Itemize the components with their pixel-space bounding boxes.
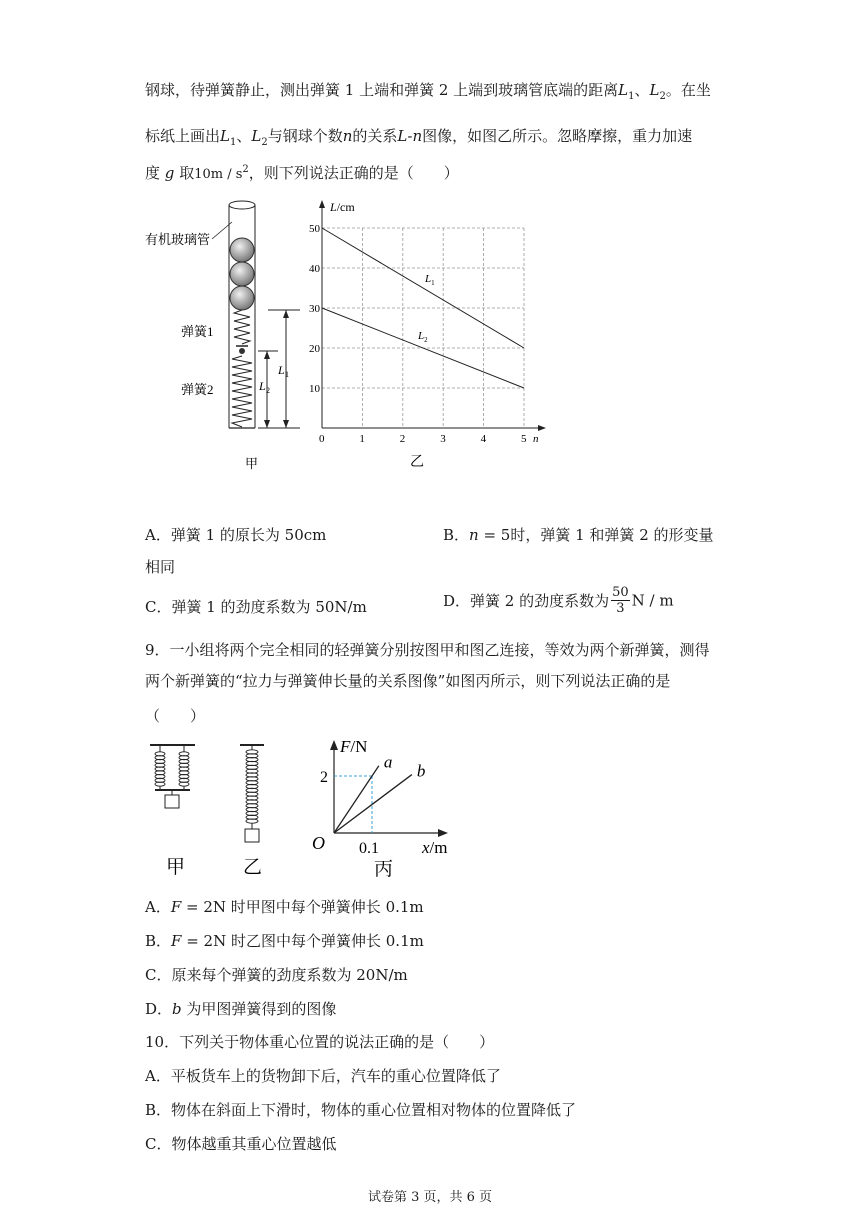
sym-L: L — [649, 81, 660, 99]
caption-yi-q9: 乙 — [243, 857, 263, 878]
q9-option-a[interactable] — [145, 896, 424, 917]
q8-option-b-cont: 相同 — [145, 558, 176, 576]
q8-text: 与钢球个数 — [267, 127, 343, 145]
series-label-L1 — [424, 273, 435, 287]
sub: 1 — [229, 137, 237, 148]
y-axis-label — [329, 200, 355, 214]
x-tick-label: 3 — [440, 433, 446, 445]
y-tick-label: 2 — [320, 769, 328, 786]
steel-ball — [230, 238, 254, 262]
opt-unit: N / m — [631, 591, 674, 610]
q8-text: 标纸上画出 — [145, 127, 221, 145]
opt-text: = 2N 时乙图中每个弹簧伸长 0.1m — [181, 932, 424, 950]
spring-parallel-left — [155, 752, 165, 786]
spring2-label: 弹簧2 — [181, 382, 214, 397]
q9-stem-line3: （ ） — [145, 707, 206, 725]
y-tick-label: 30 — [309, 303, 320, 315]
opt-text: 为甲图弹簧得到的图像 — [181, 1000, 337, 1018]
origin-label: O — [312, 833, 325, 853]
x-tick-label: 0 — [319, 433, 325, 445]
q9-stem-line1: 9．一小组将两个完全相同的轻弹簧分别按图甲和图乙连接，等效为两个新弹簧，测得 — [145, 641, 710, 659]
y-tick-label: 20 — [309, 343, 320, 355]
q8-option-c[interactable]: C．弹簧 1 的劲度系数为 50N/m — [145, 598, 367, 616]
x-tick-label: 2 — [399, 433, 406, 445]
q8-text: 。在坐 — [665, 81, 711, 99]
q8-option-b[interactable] — [443, 524, 714, 545]
x-axis-label-unit: /m — [429, 838, 448, 857]
spring1-label: 弹簧1 — [181, 324, 214, 339]
q10-stem: 10．下列关于物体重心位置的说法正确的是（ ） — [145, 1033, 495, 1051]
y-tick-label: 10 — [309, 383, 320, 395]
sym-L: L — [618, 81, 629, 99]
series-label-L2 — [417, 330, 428, 344]
steel-ball — [230, 286, 254, 310]
force-extension-chart — [305, 730, 465, 880]
sym-b: b — [172, 1000, 182, 1018]
y-axis-label-unit: /cm — [336, 200, 355, 214]
L1-dim-label: L — [278, 363, 285, 377]
spring-parallel-right — [179, 752, 189, 786]
sym-g: g — [164, 164, 175, 182]
q8-text: 度 — [145, 164, 161, 182]
y-axis-label-sym: L — [330, 200, 337, 214]
q8-text: 钢球，待弹簧静止，测出弹簧 1 上端和弹簧 2 上端到玻璃管底端的距离 — [145, 81, 619, 99]
series-label-b: b — [416, 761, 426, 781]
opt-text: B． — [145, 932, 172, 950]
spring-1 — [234, 310, 250, 344]
ln-chart — [300, 192, 560, 477]
sym-L: L — [251, 127, 262, 145]
q9-stem-line2: 两个新弹簧的“拉力与弹簧伸长量的关系图像”如图丙所示，则下列说法正确的是 — [145, 672, 671, 690]
series-label-sub: 1 — [431, 279, 435, 287]
q8-text: 取 — [179, 164, 195, 182]
caption-jia-q9: 甲 — [166, 857, 186, 878]
caption-bing: 丙 — [374, 859, 394, 880]
sym-F: F — [170, 898, 182, 916]
q8-text: 图像，如图乙所示。忽略摩擦，重力加速 — [422, 127, 693, 145]
sym-n: n — [469, 526, 479, 544]
opt-text: B． — [443, 526, 470, 544]
opt-text: D．弹簧 2 的劲度系数为 — [443, 592, 610, 610]
x-axis-label — [421, 838, 448, 857]
q9-option-b[interactable] — [145, 930, 424, 951]
q8-option-a[interactable]: A．弹簧 1 的原长为 50cm — [145, 526, 327, 544]
q8-text: ，则下列说法正确的是（ ） — [248, 164, 459, 182]
caption-yi: 乙 — [410, 455, 424, 470]
q8-stem-line2 — [145, 125, 692, 148]
caption-jia: 甲 — [245, 456, 259, 471]
q8-stem-line1 — [145, 79, 711, 102]
sym-L: L — [220, 127, 230, 145]
y-axis-label-unit: /N — [350, 737, 368, 756]
q9-option-d[interactable] — [145, 998, 336, 1019]
opt-text: D． — [145, 1000, 173, 1018]
fig-tube-springs — [140, 192, 310, 477]
spring-2 — [232, 356, 252, 427]
sym-F: F — [171, 932, 182, 950]
y-axis-arrow — [330, 740, 338, 750]
frac-den: 3 — [616, 601, 625, 616]
x-axis-arrow — [438, 829, 448, 837]
sym-Ln: L-n — [397, 127, 423, 145]
L2-dim-sub: 2 — [266, 386, 270, 395]
fraction — [611, 585, 630, 616]
q10-option-c[interactable]: C．物体越重其重心位置越低 — [145, 1135, 337, 1153]
opt-text: = 2N 时甲图中每个弹簧伸长 0.1m — [181, 898, 424, 916]
series-label-a: a — [383, 752, 393, 772]
y-axis-arrow — [319, 200, 325, 208]
sub: 1 — [628, 91, 635, 102]
fig-spring-connections — [140, 735, 280, 885]
x-tick-label: 5 — [521, 433, 527, 445]
y-axis-label — [339, 737, 367, 756]
steel-ball — [230, 262, 254, 286]
sup: 2 — [242, 164, 249, 175]
x-axis-arrow — [538, 425, 546, 431]
opt-text: A． — [145, 898, 171, 916]
sep: 、 — [634, 81, 650, 99]
q8-text: 的关系 — [352, 127, 398, 145]
g-value: 10m / s — [194, 167, 243, 182]
q9-option-c[interactable]: C．原来每个弹簧的劲度系数为 20N/m — [145, 966, 408, 984]
sub: 2 — [261, 137, 268, 148]
L1-dim-sub: 1 — [285, 370, 289, 379]
L2-dim-label: L — [259, 379, 266, 393]
sub: 2 — [659, 91, 666, 102]
opt-text: = 5时，弹簧 1 和弹簧 2 的形变量 — [478, 526, 714, 544]
q8-stem-line3 — [145, 162, 459, 183]
x-axis-label-sym: x — [422, 838, 430, 857]
sym-n: n — [342, 127, 353, 145]
x-tick-label: 0.1 — [359, 840, 379, 857]
series-label-letter: L — [418, 330, 425, 342]
q10-option-b[interactable]: B．物体在斜面上下滑时，物体的重心位置相对物体的位置降低了 — [145, 1101, 577, 1119]
tube-label: 有机玻璃管 — [145, 232, 211, 247]
q8-option-d[interactable] — [443, 585, 674, 616]
x-axis-label: n — [533, 433, 539, 445]
q10-option-a[interactable]: A．平板货车上的货物卸下后，汽车的重心位置降低了 — [145, 1067, 501, 1085]
series-label-sub: 2 — [424, 336, 428, 344]
page-footer: 试卷第 3 页，共 6 页 — [367, 1190, 493, 1205]
x-tick-label: 4 — [480, 433, 487, 445]
y-tick-label: 50 — [309, 223, 320, 235]
series-label-letter: L — [425, 273, 432, 285]
frac-num: 50 — [612, 585, 629, 600]
y-tick-label: 40 — [309, 263, 320, 275]
series-line-b — [334, 775, 412, 833]
y-axis-label-sym: F — [340, 737, 351, 756]
spring-series — [246, 750, 258, 823]
sep: 、 — [236, 127, 252, 145]
x-tick-label: 1 — [359, 433, 365, 445]
